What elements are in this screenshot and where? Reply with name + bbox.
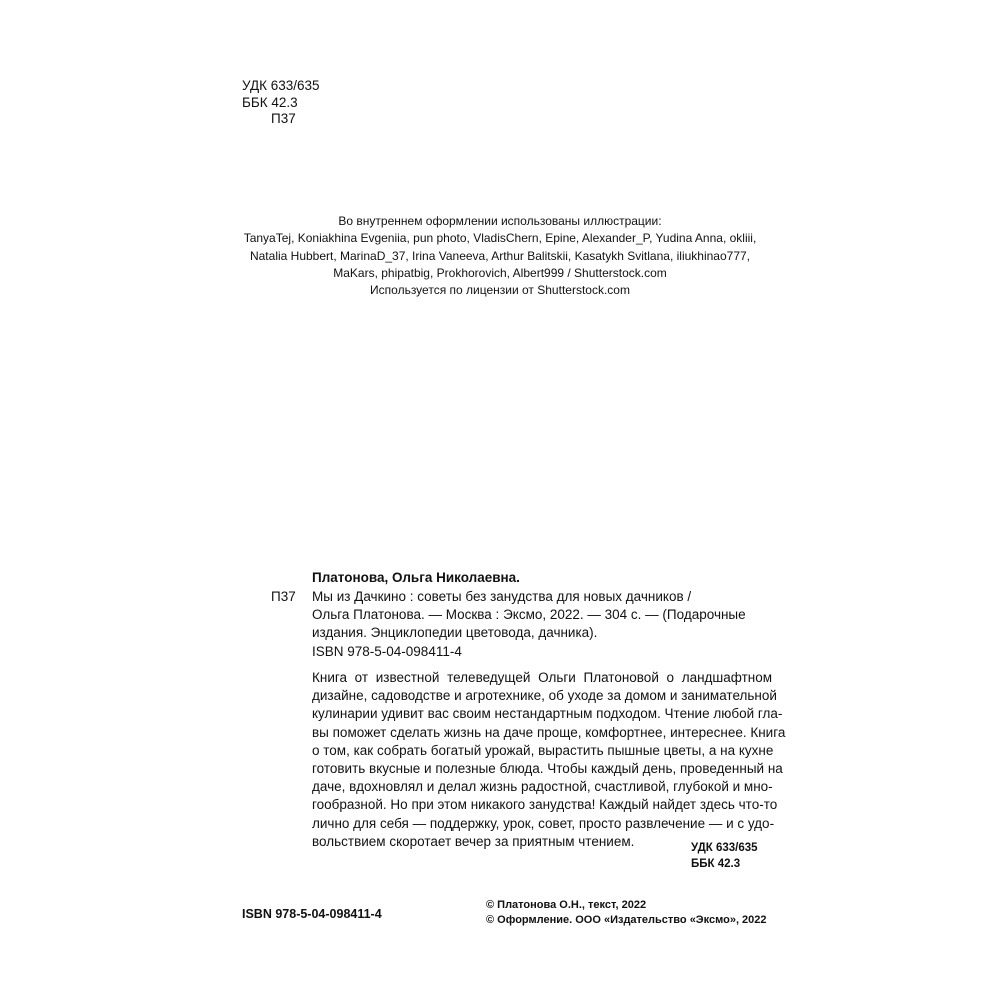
udk-code: УДК 633/635 bbox=[242, 78, 320, 93]
description-line: Мы из Дачкино : советы без занудства для новых дачников / bbox=[312, 589, 692, 604]
bbk-code-bottom: ББК 42.3 bbox=[691, 858, 741, 870]
annotation-line: дизайне, садоводстве и агротехнике, об уходе за домом и занимательной bbox=[312, 688, 777, 704]
credits-line: Во внутреннем оформлении использованы иллюстрации: bbox=[338, 214, 662, 228]
annotation-line: вы поможет сделать жизнь на даче проще, комфортнее, интереснее. Книга bbox=[312, 724, 786, 740]
annotation-line: о том, как собрать богатый урожай, вырастить пышные цветы, а на кухне bbox=[312, 742, 774, 758]
isbn-footer: ISBN 978-5-04-098411-4 bbox=[242, 907, 382, 921]
annotation-line: Книга от известной телеведущей Ольги Платоновой о ландшафтном bbox=[312, 670, 772, 685]
credits-line: Используется по лицензии от Shutterstock.com bbox=[370, 283, 630, 298]
annotation bbox=[312, 669, 786, 851]
author-sign: П37 bbox=[271, 111, 296, 126]
credits-line: MaKars, phipatbig, Prokhorovich, Albert999 / Shutterstock.com bbox=[333, 265, 667, 280]
copyright-design: © Оформление. ООО «Издательство «Эксмо», 2022 bbox=[486, 914, 767, 926]
annotation-line: даче, вдохновлял и делал жизнь радостной, счастливой, глубокой и мно- bbox=[312, 779, 773, 795]
annotation-line: лично для себя — поддержку, урок, совет, просто развлечение — и с удо- bbox=[312, 815, 775, 831]
description-line: Ольга Платонова. — Москва : Эксмо, 2022. — 304 с. — (Подарочные bbox=[312, 607, 746, 622]
bbk-code: ББК 42.3 bbox=[242, 95, 298, 110]
bib-author-sign: П37 bbox=[271, 589, 296, 604]
annotation-line: гообразной. Но при этом никакого занудства! Каждый найдет здесь что-то bbox=[312, 797, 778, 813]
credits-line: TanyaTej, Koniakhina Evgeniia, pun photo, VladisChern, Epine, Alexander_P, Yudina Anna, okliii, bbox=[243, 231, 757, 246]
isbn-record: ISBN 978-5-04-098411-4 bbox=[312, 644, 462, 659]
udk-code-bottom: УДК 633/635 bbox=[691, 842, 758, 854]
description-line: издания. Энциклопедии цветовода, дачника). bbox=[312, 625, 598, 640]
annotation-line: готовить вкусные и полезные блюда. Чтобы каждый день, проведенный на bbox=[312, 761, 783, 777]
bibliographic-description bbox=[312, 588, 762, 642]
credits-line: Natalia Hubbert, MarinaD_37, Irina Vaneeva, Arthur Balitskii, Kasatykh Svitlana, iliukhinao777, bbox=[249, 248, 751, 263]
illustration-credits bbox=[200, 213, 800, 299]
annotation-line: вольствием скоротает вечер за приятным чтением. bbox=[312, 833, 635, 849]
copyright-text: © Платонова О.Н., текст, 2022 bbox=[486, 899, 647, 911]
author-heading: Платонова, Ольга Николаевна. bbox=[312, 570, 520, 585]
annotation-line: кулинарии удивит вас своим нестандартным подходом. Чтение любой гла- bbox=[312, 706, 783, 722]
